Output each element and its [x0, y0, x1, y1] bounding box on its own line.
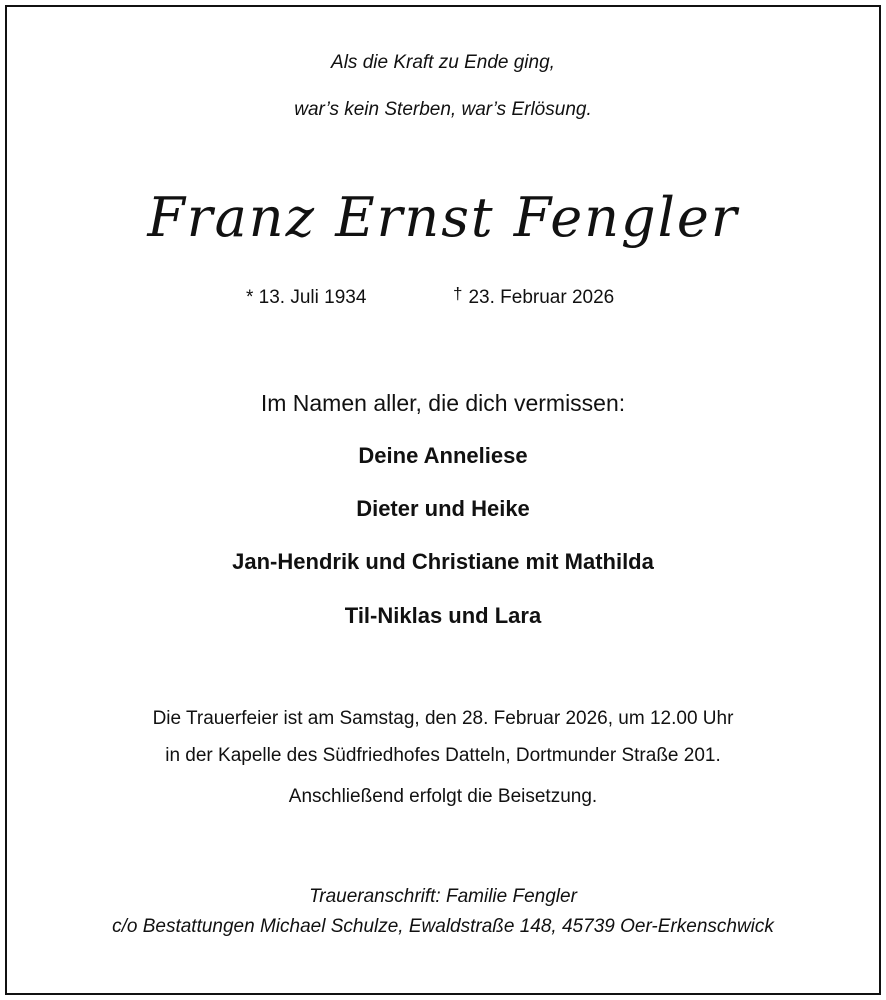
mourner-name: Jan-Hendrik und Christiane mit Mathilda [232, 549, 654, 574]
death-date-group [453, 284, 615, 309]
birth-date: * 13. Juli 1934 [246, 287, 367, 308]
address-line-1: Traueranschrift: Familie Fengler [309, 886, 577, 907]
deceased-name: Franz Ernst Fengler [147, 186, 739, 249]
mourner-name: Dieter und Heike [356, 496, 530, 521]
death-date: 23. Februar 2026 [468, 287, 615, 308]
mourners-intro: Im Namen aller, die dich vermissen: [260, 390, 626, 416]
motto-line-2: war’s kein Sterben, war’s Erlösung. [294, 99, 592, 120]
cross-icon: † [453, 284, 463, 303]
motto-line-1: Als die Kraft zu Ende ging, [331, 52, 555, 73]
mourner-name: Til-Niklas und Lara [344, 603, 542, 628]
service-line-1: Die Trauerfeier ist am Samstag, den 28. Februar 2026, um 12.00 Uhr [152, 708, 734, 729]
life-dates [0, 284, 886, 313]
service-line-3: Anschließend erfolgt die Beisetzung. [288, 786, 598, 807]
mourner-name: Deine Anneliese [358, 443, 528, 468]
service-line-2: in der Kapelle des Südfriedhofes Datteln, Dortmunder Straße 201. [165, 745, 721, 766]
address-line-2: c/o Bestattungen Michael Schulze, Ewaldstraße 148, 45739 Oer-Erkenschwick [112, 916, 774, 937]
